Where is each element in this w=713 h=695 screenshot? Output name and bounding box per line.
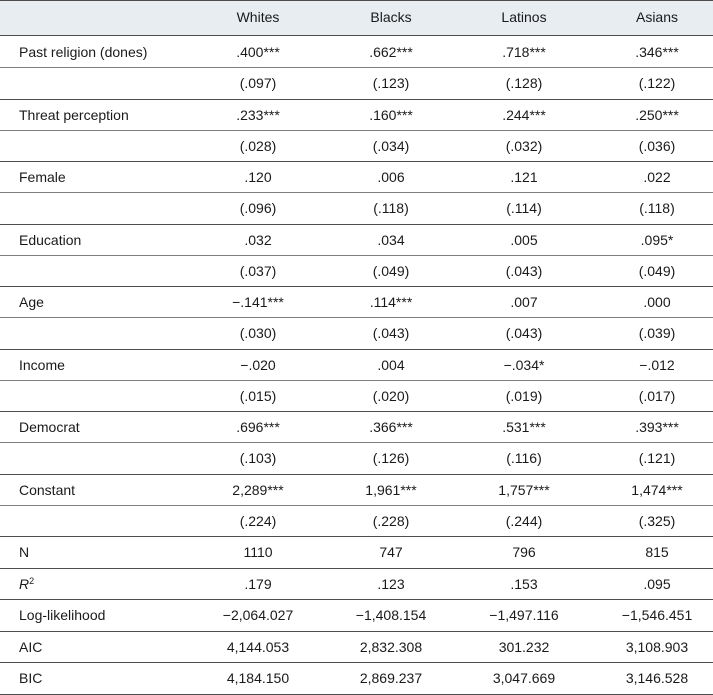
header-bottom-border: [0, 35, 713, 36]
row-label-threat-perception: Threat perception: [19, 107, 129, 123]
coefficient-cell: .244***: [502, 107, 546, 123]
standard-error-cell: (.116): [506, 450, 542, 466]
coefficient-cell: .662***: [369, 44, 413, 60]
table-top-border: [0, 0, 713, 1]
coefficient-cell: −.141***: [232, 294, 284, 310]
stat-value-cell: .179: [244, 576, 272, 592]
stat-value-cell: 3,146.528: [625, 670, 689, 686]
row-separator-minor: [0, 317, 713, 318]
standard-error-cell: (.017): [638, 388, 676, 404]
row-separator-major: [0, 474, 713, 475]
row-separator-major: [0, 99, 713, 100]
row-label-income: Income: [19, 357, 65, 373]
coefficient-cell: .696***: [236, 419, 280, 435]
coefficient-cell: .006: [377, 169, 405, 185]
coefficient-cell: .095*: [640, 232, 674, 248]
row-separator-minor: [0, 67, 713, 68]
standard-error-cell: (.028): [239, 138, 277, 154]
stat-label-n: N: [19, 544, 30, 560]
stat-value-cell: 1110: [243, 544, 273, 560]
standard-error-cell: (.037): [239, 263, 277, 279]
coefficient-cell: −.012: [639, 357, 675, 373]
standard-error-cell: (.036): [638, 138, 676, 154]
standard-error-cell: (.097): [239, 75, 277, 91]
r-squared-letter: R: [19, 576, 30, 592]
stat-value-cell: 2,869.237: [359, 670, 423, 686]
coefficient-cell: .393***: [635, 419, 679, 435]
stat-label-log-likelihood: Log-likelihood: [19, 607, 106, 623]
row-separator-minor: [0, 442, 713, 443]
coefficient-cell: .022: [643, 169, 671, 185]
stat-value-cell: −1,497.116: [489, 607, 559, 623]
header-col-whites: Whites: [236, 9, 280, 25]
coefficient-cell: .007: [510, 294, 538, 310]
stat-value-cell: 747: [379, 544, 403, 560]
standard-error-cell: (.122): [638, 75, 676, 91]
stat-row-separator: [0, 631, 713, 632]
row-label-constant: Constant: [19, 482, 76, 498]
standard-error-cell: (.118): [373, 200, 409, 216]
coefficient-cell: .531***: [502, 419, 546, 435]
stat-value-cell: 3,047.669: [492, 670, 556, 686]
coefficient-cell: .004: [377, 357, 405, 373]
coefficient-cell: 1,961***: [365, 482, 417, 498]
row-label-democrat: Democrat: [19, 419, 80, 435]
stat-value-cell: 3,108.903: [625, 639, 689, 655]
standard-error-cell: (.043): [505, 325, 543, 341]
coefficient-cell: .250***: [635, 107, 679, 123]
coefficient-cell: .160***: [369, 107, 413, 123]
stat-value-cell: 815: [645, 544, 669, 560]
row-separator-minor: [0, 130, 713, 131]
stat-label-r: [19, 575, 34, 593]
row-separator-major: [0, 224, 713, 225]
stat-value-cell: .153: [510, 576, 538, 592]
standard-error-cell: (.244): [505, 513, 543, 529]
stat-value-cell: .095: [643, 576, 671, 592]
row-separator-minor: [0, 192, 713, 193]
stat-value-cell: −1,546.451: [621, 607, 693, 623]
row-separator-major: [0, 536, 713, 537]
coefficient-cell: 2,289***: [232, 482, 284, 498]
row-separator-major: [0, 349, 713, 350]
row-separator-minor: [0, 255, 713, 256]
standard-error-cell: (.123): [372, 75, 410, 91]
standard-error-cell: (.043): [505, 263, 543, 279]
coefficient-cell: .032: [244, 232, 272, 248]
standard-error-cell: (.126): [372, 450, 410, 466]
standard-error-cell: (.128): [505, 75, 543, 91]
stat-value-cell: 4,144.053: [226, 639, 290, 655]
row-label-past-religion-dones: Past religion (dones): [19, 44, 148, 60]
header-col-blacks: Blacks: [370, 9, 412, 25]
standard-error-cell: (.114): [506, 200, 542, 216]
coefficient-cell: .000: [643, 294, 671, 310]
standard-error-cell: (.032): [505, 138, 543, 154]
standard-error-cell: (.103): [239, 450, 277, 466]
stat-label-aic: AIC: [19, 639, 43, 655]
standard-error-cell: (.034): [372, 138, 410, 154]
stat-value-cell: −2,064.027: [222, 607, 294, 623]
stat-value-cell: 2,832.308: [359, 639, 423, 655]
standard-error-cell: (.096): [239, 200, 277, 216]
coefficient-cell: .005: [510, 232, 538, 248]
row-separator-major: [0, 411, 713, 412]
standard-error-cell: (.325): [638, 513, 676, 529]
coefficient-cell: .366***: [369, 419, 413, 435]
standard-error-cell: (.121): [638, 450, 676, 466]
stat-value-cell: 4,184.150: [226, 670, 290, 686]
row-label-education: Education: [19, 232, 82, 248]
row-separator-minor: [0, 380, 713, 381]
stat-row-separator: [0, 599, 713, 600]
coefficient-cell: .233***: [236, 107, 280, 123]
row-separator-major: [0, 286, 713, 287]
coefficient-cell: 1,757***: [498, 482, 550, 498]
coefficient-cell: −.020: [240, 357, 276, 373]
coefficient-cell: .121: [510, 169, 538, 185]
coefficient-cell: .120: [244, 169, 272, 185]
standard-error-cell: (.049): [638, 263, 676, 279]
stat-label-bic: BIC: [19, 670, 43, 686]
coefficient-cell: −.034*: [503, 357, 545, 373]
row-label-age: Age: [19, 294, 44, 310]
standard-error-cell: (.043): [372, 325, 410, 341]
standard-error-cell: (.019): [505, 388, 543, 404]
coefficient-cell: .400***: [236, 44, 280, 60]
standard-error-cell: (.224): [239, 513, 277, 529]
coefficient-cell: .346***: [635, 44, 679, 60]
standard-error-cell: (.118): [639, 200, 675, 216]
r-squared-superscript: 2: [29, 576, 35, 586]
row-separator-minor: [0, 505, 713, 506]
coefficient-cell: .114***: [369, 294, 413, 310]
stat-value-cell: 301.232: [498, 639, 550, 655]
stat-value-cell: 796: [512, 544, 536, 560]
stat-value-cell: −1,408.154: [355, 607, 427, 623]
standard-error-cell: (.020): [372, 388, 410, 404]
row-label-female: Female: [19, 169, 66, 185]
standard-error-cell: (.015): [239, 388, 277, 404]
header-col-latinos: Latinos: [501, 9, 547, 25]
standard-error-cell: (.228): [372, 513, 410, 529]
standard-error-cell: (.030): [239, 325, 277, 341]
header-col-asians: Asians: [635, 9, 679, 25]
stat-row-separator: [0, 568, 713, 569]
coefficient-cell: .718***: [502, 44, 546, 60]
coefficient-cell: .034: [377, 232, 405, 248]
stat-row-separator: [0, 662, 713, 663]
coefficient-cell: 1,474***: [631, 482, 683, 498]
stat-value-cell: .123: [377, 576, 405, 592]
standard-error-cell: (.039): [638, 325, 676, 341]
row-separator-major: [0, 161, 713, 162]
standard-error-cell: (.049): [372, 263, 410, 279]
